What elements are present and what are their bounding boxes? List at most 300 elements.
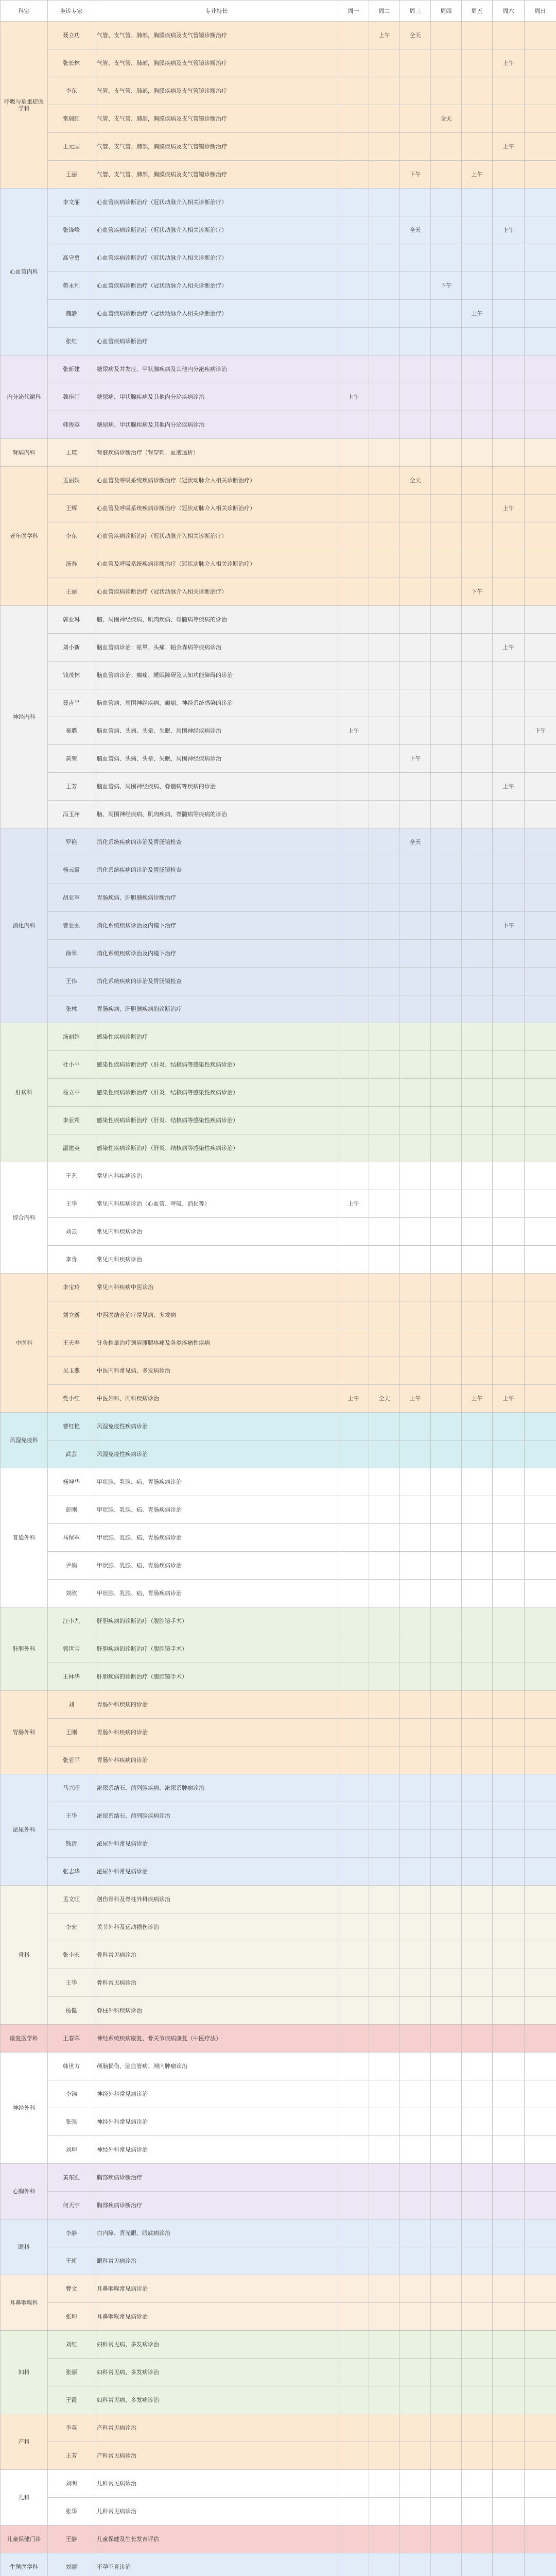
- day-cell: [338, 1524, 369, 1552]
- day-cell: [400, 1913, 431, 1941]
- table-row: [1, 773, 556, 801]
- day-cell: [338, 1941, 369, 1969]
- day-cell: [431, 2136, 462, 2164]
- table-row: [1, 2359, 556, 2386]
- day-cell: [400, 522, 431, 550]
- day-cell: [525, 912, 556, 940]
- doctor-cell[interactable]: 曹红艳: [48, 1413, 95, 1440]
- specialty-cell: 脑、周围神经疾病、肌肉疾病、脊髓病等疾病的诊治: [95, 606, 338, 634]
- doctor-cell[interactable]: 彭刚: [48, 1496, 95, 1524]
- day-cell: [400, 300, 431, 328]
- specialty-cell: 不孕不育诊治: [95, 2553, 338, 2576]
- day-cell: [338, 2053, 369, 2080]
- doctor-cell[interactable]: 王新: [48, 2247, 95, 2275]
- day-cell: [493, 689, 525, 717]
- day-cell: [400, 355, 431, 383]
- doctor-cell[interactable]: 钱清: [48, 1830, 95, 1858]
- specialty-cell: 耳鼻咽喉常见病诊治: [95, 2303, 338, 2331]
- doctor-cell[interactable]: 王春晖: [48, 2025, 95, 2053]
- day-cell: [369, 2275, 400, 2303]
- day-cell: [525, 968, 556, 995]
- doctor-cell[interactable]: 张华: [48, 2498, 95, 2526]
- day-cell: [338, 189, 369, 216]
- specialty-cell: 中医妇科、内科疾病诊治: [95, 1385, 338, 1413]
- day-cell: [369, 355, 400, 383]
- table-row: [1, 1886, 556, 1913]
- day-cell: [525, 1691, 556, 1719]
- department-cell: 肾病内科: [1, 439, 48, 467]
- day-cell: [525, 634, 556, 662]
- day-cell: [462, 2192, 493, 2219]
- day-cell: [400, 1440, 431, 1468]
- doctor-cell[interactable]: 刘: [48, 1691, 95, 1719]
- doctor-cell[interactable]: 王华: [48, 1190, 95, 1218]
- day-cell: 上午: [369, 22, 400, 49]
- day-cell: [400, 550, 431, 578]
- day-cell: [369, 1162, 400, 1190]
- doctor-cell[interactable]: 孟文旺: [48, 1886, 95, 1913]
- doctor-cell[interactable]: 王天寿: [48, 1329, 95, 1357]
- day-cell: [400, 1496, 431, 1524]
- day-cell: [525, 2526, 556, 2553]
- specialty-cell: 心血管疾病诊断治疗（冠状动脉介入相关诊断治疗）: [95, 272, 338, 300]
- day-cell: [525, 1468, 556, 1496]
- doctor-cell[interactable]: 高守勇: [48, 244, 95, 272]
- day-cell: [369, 1580, 400, 1607]
- doctor-cell[interactable]: 张亚平: [48, 1747, 95, 1774]
- day-cell: 上午: [493, 634, 525, 662]
- day-cell: [462, 828, 493, 856]
- day-cell: [493, 2053, 525, 2080]
- day-cell: [338, 2470, 369, 2498]
- day-cell: [338, 2080, 369, 2108]
- day-cell: [525, 1580, 556, 1607]
- doctor-cell[interactable]: 张长林: [48, 49, 95, 77]
- day-cell: [525, 2025, 556, 2053]
- table-row: [1, 2414, 556, 2442]
- day-cell: [462, 1580, 493, 1607]
- day-cell: [400, 1747, 431, 1774]
- day-cell: [400, 2414, 431, 2442]
- day-cell: [462, 133, 493, 161]
- specialty-cell: 甲状腺、乳腺、疝、胃肠疾病诊治: [95, 1496, 338, 1524]
- day-cell: [338, 105, 369, 133]
- day-cell: [431, 995, 462, 1023]
- doctor-cell[interactable]: 刘云: [48, 1218, 95, 1246]
- day-cell: [338, 2498, 369, 2526]
- doctor-cell[interactable]: 王芳: [48, 773, 95, 801]
- doctor-cell[interactable]: 王霞: [48, 2386, 95, 2414]
- day-cell: [338, 2108, 369, 2136]
- day-cell: [525, 328, 556, 355]
- day-cell: [338, 355, 369, 383]
- day-cell: [525, 1329, 556, 1357]
- doctor-cell[interactable]: 吴玉燕: [48, 1357, 95, 1385]
- day-cell: 下午: [493, 912, 525, 940]
- day-cell: [369, 2108, 400, 2136]
- doctor-cell[interactable]: 郭世宝: [48, 1635, 95, 1663]
- day-cell: [493, 189, 525, 216]
- day-cell: [400, 1691, 431, 1719]
- day-cell: [493, 2219, 525, 2247]
- day-cell: [369, 606, 400, 634]
- doctor-cell[interactable]: 王丽: [48, 161, 95, 189]
- day-cell: [338, 1886, 369, 1913]
- doctor-cell[interactable]: 王丽: [48, 578, 95, 606]
- doctor-cell[interactable]: 张林: [48, 995, 95, 1023]
- doctor-cell[interactable]: 黄荣: [48, 745, 95, 773]
- doctor-cell[interactable]: 尹娟: [48, 1552, 95, 1580]
- day-cell: [462, 495, 493, 522]
- day-cell: [462, 745, 493, 773]
- specialty-cell: 消化系统疾病诊治及内镜下治疗: [95, 912, 338, 940]
- doctor-cell[interactable]: 曹文: [48, 2275, 95, 2303]
- specialty-cell: 白内障、青光眼、眼底病诊治: [95, 2219, 338, 2247]
- day-cell: [462, 717, 493, 745]
- doctor-cell[interactable]: 杨云霞: [48, 856, 95, 884]
- day-cell: [400, 689, 431, 717]
- doctor-cell[interactable]: 刘小新: [48, 634, 95, 662]
- day-cell: [493, 328, 525, 355]
- doctor-cell[interactable]: 刘明: [48, 2470, 95, 2498]
- day-cell: [400, 662, 431, 689]
- doctor-cell[interactable]: 王伟: [48, 968, 95, 995]
- day-cell: [400, 1413, 431, 1440]
- day-cell: [462, 411, 493, 439]
- doctor-cell[interactable]: 刘丽: [48, 2553, 95, 2576]
- day-cell: [338, 1997, 369, 2025]
- day-cell: [462, 1023, 493, 1051]
- day-cell: [338, 1607, 369, 1635]
- day-cell: [338, 940, 369, 968]
- doctor-cell[interactable]: 李锦: [48, 2080, 95, 2108]
- doctor-cell[interactable]: 蒋永利: [48, 272, 95, 300]
- day-cell: [462, 634, 493, 662]
- day-cell: [431, 2247, 462, 2275]
- day-cell: [525, 2470, 556, 2498]
- doctor-cell[interactable]: 汪小九: [48, 1607, 95, 1635]
- doctor-cell[interactable]: 王芳: [48, 2442, 95, 2470]
- day-cell: [493, 2247, 525, 2275]
- day-cell: [431, 1440, 462, 1468]
- day-cell: [400, 1524, 431, 1552]
- specialty-cell: 泌尿外科常见病诊治: [95, 1830, 338, 1858]
- table-row: [1, 1552, 556, 1580]
- day-cell: [400, 189, 431, 216]
- day-cell: [525, 1663, 556, 1691]
- doctor-cell[interactable]: 郭亚琳: [48, 606, 95, 634]
- doctor-cell[interactable]: 张新建: [48, 355, 95, 383]
- department-cell: 产科: [1, 2414, 48, 2470]
- doctor-cell[interactable]: 李宏: [48, 1913, 95, 1941]
- day-cell: [338, 606, 369, 634]
- day-cell: 上午: [493, 133, 525, 161]
- doctor-cell[interactable]: 胡亚军: [48, 884, 95, 912]
- day-cell: [462, 884, 493, 912]
- table-row: [1, 2025, 556, 2053]
- doctor-cell[interactable]: 张强: [48, 2108, 95, 2136]
- day-cell: [525, 300, 556, 328]
- doctor-cell[interactable]: 曹亚弘: [48, 912, 95, 940]
- doctor-cell[interactable]: 徐翠: [48, 940, 95, 968]
- day-cell: [493, 1858, 525, 1886]
- day-cell: [400, 244, 431, 272]
- day-cell: [369, 968, 400, 995]
- doctor-cell[interactable]: 冯玉萍: [48, 801, 95, 828]
- doctor-cell[interactable]: 温建英: [48, 1134, 95, 1162]
- doctor-cell[interactable]: 王林华: [48, 1663, 95, 1691]
- table-row: [1, 77, 556, 105]
- specialty-cell: 心血管疾病诊断治疗（冠状动脉介入相关诊断治疗）: [95, 189, 338, 216]
- day-cell: [369, 856, 400, 884]
- day-cell: [338, 77, 369, 105]
- day-cell: [431, 968, 462, 995]
- table-row: [1, 2164, 556, 2192]
- doctor-cell[interactable]: 武芸: [48, 1440, 95, 1468]
- day-cell: [462, 328, 493, 355]
- doctor-cell[interactable]: 韩世力: [48, 2053, 95, 2080]
- day-cell: [400, 49, 431, 77]
- doctor-cell[interactable]: 马兴旺: [48, 1774, 95, 1802]
- doctor-cell[interactable]: 常瑞红: [48, 105, 95, 133]
- doctor-cell[interactable]: 魏静: [48, 300, 95, 328]
- day-cell: [369, 1830, 400, 1858]
- specialty-cell: 感染性疾病诊断治疗（肝炎、结核病等感染性疾病诊治）: [95, 1107, 338, 1134]
- day-cell: [431, 1413, 462, 1440]
- doctor-cell[interactable]: 李东: [48, 522, 95, 550]
- table-row: [1, 22, 556, 49]
- day-cell: [462, 2470, 493, 2498]
- doctor-cell[interactable]: 李宝玲: [48, 1274, 95, 1301]
- day-cell: [431, 1830, 462, 1858]
- day-cell: [400, 1774, 431, 1802]
- department-cell: 康复医学科: [1, 2025, 48, 2053]
- day-cell: [338, 2025, 369, 2053]
- day-cell: [431, 1385, 462, 1413]
- day-cell: [400, 439, 431, 467]
- specialty-cell: 风湿免疫性疾病诊治: [95, 1440, 338, 1468]
- day-cell: [493, 1969, 525, 1997]
- doctor-cell[interactable]: 孟丽娟: [48, 467, 95, 495]
- day-cell: [493, 1830, 525, 1858]
- day-cell: [431, 411, 462, 439]
- day-cell: [462, 439, 493, 467]
- day-cell: [493, 439, 525, 467]
- doctor-cell[interactable]: 李英: [48, 2414, 95, 2442]
- day-cell: [369, 244, 400, 272]
- day-cell: [369, 1079, 400, 1107]
- day-cell: 上午: [462, 300, 493, 328]
- day-cell: [431, 300, 462, 328]
- table-row: [1, 1774, 556, 1802]
- table-row: [1, 1413, 556, 1440]
- day-cell: [400, 1663, 431, 1691]
- department-cell: 儿童保健门诊: [1, 2526, 48, 2553]
- doctor-cell[interactable]: 王华: [48, 1802, 95, 1830]
- doctor-cell[interactable]: 罗艳: [48, 828, 95, 856]
- doctor-cell[interactable]: 张坤: [48, 2303, 95, 2331]
- doctor-cell[interactable]: 刘坤: [48, 2136, 95, 2164]
- day-cell: [431, 1552, 462, 1580]
- day-cell: [493, 2192, 525, 2219]
- doctor-cell[interactable]: 杨健: [48, 1997, 95, 2025]
- day-cell: [431, 1496, 462, 1524]
- day-cell: [462, 1440, 493, 1468]
- day-cell: [369, 2247, 400, 2275]
- day-cell: [338, 2414, 369, 2442]
- doctor-cell[interactable]: 张锋峰: [48, 216, 95, 244]
- doctor-cell[interactable]: 王华: [48, 1969, 95, 1997]
- doctor-cell[interactable]: 张志华: [48, 1858, 95, 1886]
- day-cell: [493, 1162, 525, 1190]
- day-cell: [462, 1468, 493, 1496]
- specialty-cell: 肝胆疾病的诊断治疗（腹腔镜手术）: [95, 1635, 338, 1663]
- day-cell: [462, 1941, 493, 1969]
- header-doctor: 坐诊专家: [48, 1, 95, 22]
- department-cell: 骨科: [1, 1886, 48, 2025]
- day-cell: [338, 328, 369, 355]
- day-cell: [400, 1719, 431, 1747]
- day-cell: [462, 1274, 493, 1301]
- day-cell: [338, 1107, 369, 1134]
- doctor-cell[interactable]: 聂立功: [48, 22, 95, 49]
- day-cell: [525, 77, 556, 105]
- doctor-cell[interactable]: 李青: [48, 1246, 95, 1274]
- day-cell: [431, 828, 462, 856]
- header-day-sat: 周六: [493, 1, 525, 22]
- table-row: [1, 662, 556, 689]
- day-cell: [400, 328, 431, 355]
- day-cell: [400, 1051, 431, 1079]
- doctor-cell[interactable]: 张小宏: [48, 1941, 95, 1969]
- day-cell: [400, 856, 431, 884]
- doctor-cell[interactable]: 刘红: [48, 2331, 95, 2359]
- doctor-cell[interactable]: 韩俊英: [48, 411, 95, 439]
- day-cell: [369, 522, 400, 550]
- doctor-cell[interactable]: 王静: [48, 2526, 95, 2553]
- day-cell: [400, 912, 431, 940]
- day-cell: [369, 1858, 400, 1886]
- doctor-cell[interactable]: 魏佳汀: [48, 383, 95, 411]
- specialty-cell: 消化系统疾病诊治及内镜下治疗: [95, 940, 338, 968]
- day-cell: [338, 912, 369, 940]
- day-cell: [400, 2275, 431, 2303]
- doctor-cell[interactable]: 杨立平: [48, 1079, 95, 1107]
- day-cell: [400, 940, 431, 968]
- day-cell: 上午: [493, 495, 525, 522]
- day-cell: [431, 1134, 462, 1162]
- day-cell: [338, 2247, 369, 2275]
- day-cell: [400, 2442, 431, 2470]
- table-row: [1, 606, 556, 634]
- day-cell: [462, 1830, 493, 1858]
- day-cell: [369, 49, 400, 77]
- doctor-cell[interactable]: 秦璐: [48, 717, 95, 745]
- doctor-cell[interactable]: 张丽: [48, 2359, 95, 2386]
- doctor-cell[interactable]: 王辉: [48, 495, 95, 522]
- day-cell: [493, 2080, 525, 2108]
- day-cell: [462, 1691, 493, 1719]
- day-cell: [338, 578, 369, 606]
- day-cell: [338, 2553, 369, 2576]
- day-cell: [338, 1496, 369, 1524]
- day-cell: [525, 550, 556, 578]
- day-cell: [400, 1580, 431, 1607]
- table-row: [1, 467, 556, 495]
- doctor-cell[interactable]: 王瑛: [48, 439, 95, 467]
- table-row: [1, 1913, 556, 1941]
- specialty-cell: 常见内科疾病诊治（心血管、呼吸、消化等）: [95, 1190, 338, 1218]
- day-cell: [431, 1997, 462, 2025]
- day-cell: [493, 1274, 525, 1301]
- specialty-cell: 心血管疾病诊断治疗: [95, 328, 338, 355]
- table-row: [1, 828, 556, 856]
- day-cell: [400, 2386, 431, 2414]
- specialty-cell: 妇科常见病、多发病诊治: [95, 2331, 338, 2359]
- day-cell: [431, 1329, 462, 1357]
- doctor-cell[interactable]: 王刚: [48, 1719, 95, 1747]
- day-cell: [493, 1719, 525, 1747]
- doctor-cell[interactable]: 李亚莉: [48, 1107, 95, 1134]
- day-cell: [493, 383, 525, 411]
- day-cell: [431, 1023, 462, 1051]
- day-cell: [369, 1134, 400, 1162]
- day-cell: [462, 1162, 493, 1190]
- doctor-cell[interactable]: 汤春: [48, 550, 95, 578]
- day-cell: [400, 2025, 431, 2053]
- day-cell: [431, 717, 462, 745]
- doctor-cell[interactable]: 钱茂林: [48, 662, 95, 689]
- doctor-cell[interactable]: 马保军: [48, 1524, 95, 1552]
- day-cell: [525, 2359, 556, 2386]
- day-cell: [400, 133, 431, 161]
- day-cell: [431, 1218, 462, 1246]
- doctor-cell[interactable]: 王艺: [48, 1162, 95, 1190]
- day-cell: [400, 2192, 431, 2219]
- doctor-cell[interactable]: 刘立新: [48, 1301, 95, 1329]
- doctor-cell[interactable]: 党小红: [48, 1385, 95, 1413]
- day-cell: [369, 940, 400, 968]
- day-cell: [338, 2192, 369, 2219]
- doctor-cell[interactable]: 王元国: [48, 133, 95, 161]
- day-cell: [462, 2025, 493, 2053]
- day-cell: [525, 22, 556, 49]
- day-cell: [462, 522, 493, 550]
- day-cell: [525, 1079, 556, 1107]
- doctor-cell[interactable]: 汤丽娟: [48, 1023, 95, 1051]
- day-cell: [525, 1107, 556, 1134]
- doctor-cell[interactable]: 刘欣: [48, 1580, 95, 1607]
- day-cell: [369, 689, 400, 717]
- doctor-cell[interactable]: 聂吉平: [48, 689, 95, 717]
- day-cell: [525, 1719, 556, 1747]
- day-cell: [431, 1913, 462, 1941]
- doctor-cell[interactable]: 张红: [48, 328, 95, 355]
- doctor-cell[interactable]: 杜小平: [48, 1051, 95, 1079]
- table-row: [1, 495, 556, 522]
- day-cell: [431, 1802, 462, 1830]
- doctor-cell[interactable]: 黄东胜: [48, 2164, 95, 2192]
- day-cell: [493, 105, 525, 133]
- doctor-cell[interactable]: 李文丽: [48, 189, 95, 216]
- doctor-cell[interactable]: 李静: [48, 2219, 95, 2247]
- day-cell: [369, 1190, 400, 1218]
- doctor-cell[interactable]: 何天宇: [48, 2192, 95, 2219]
- doctor-cell[interactable]: 杨坤华: [48, 1468, 95, 1496]
- day-cell: [525, 383, 556, 411]
- day-cell: [431, 912, 462, 940]
- doctor-cell[interactable]: 李东: [48, 77, 95, 105]
